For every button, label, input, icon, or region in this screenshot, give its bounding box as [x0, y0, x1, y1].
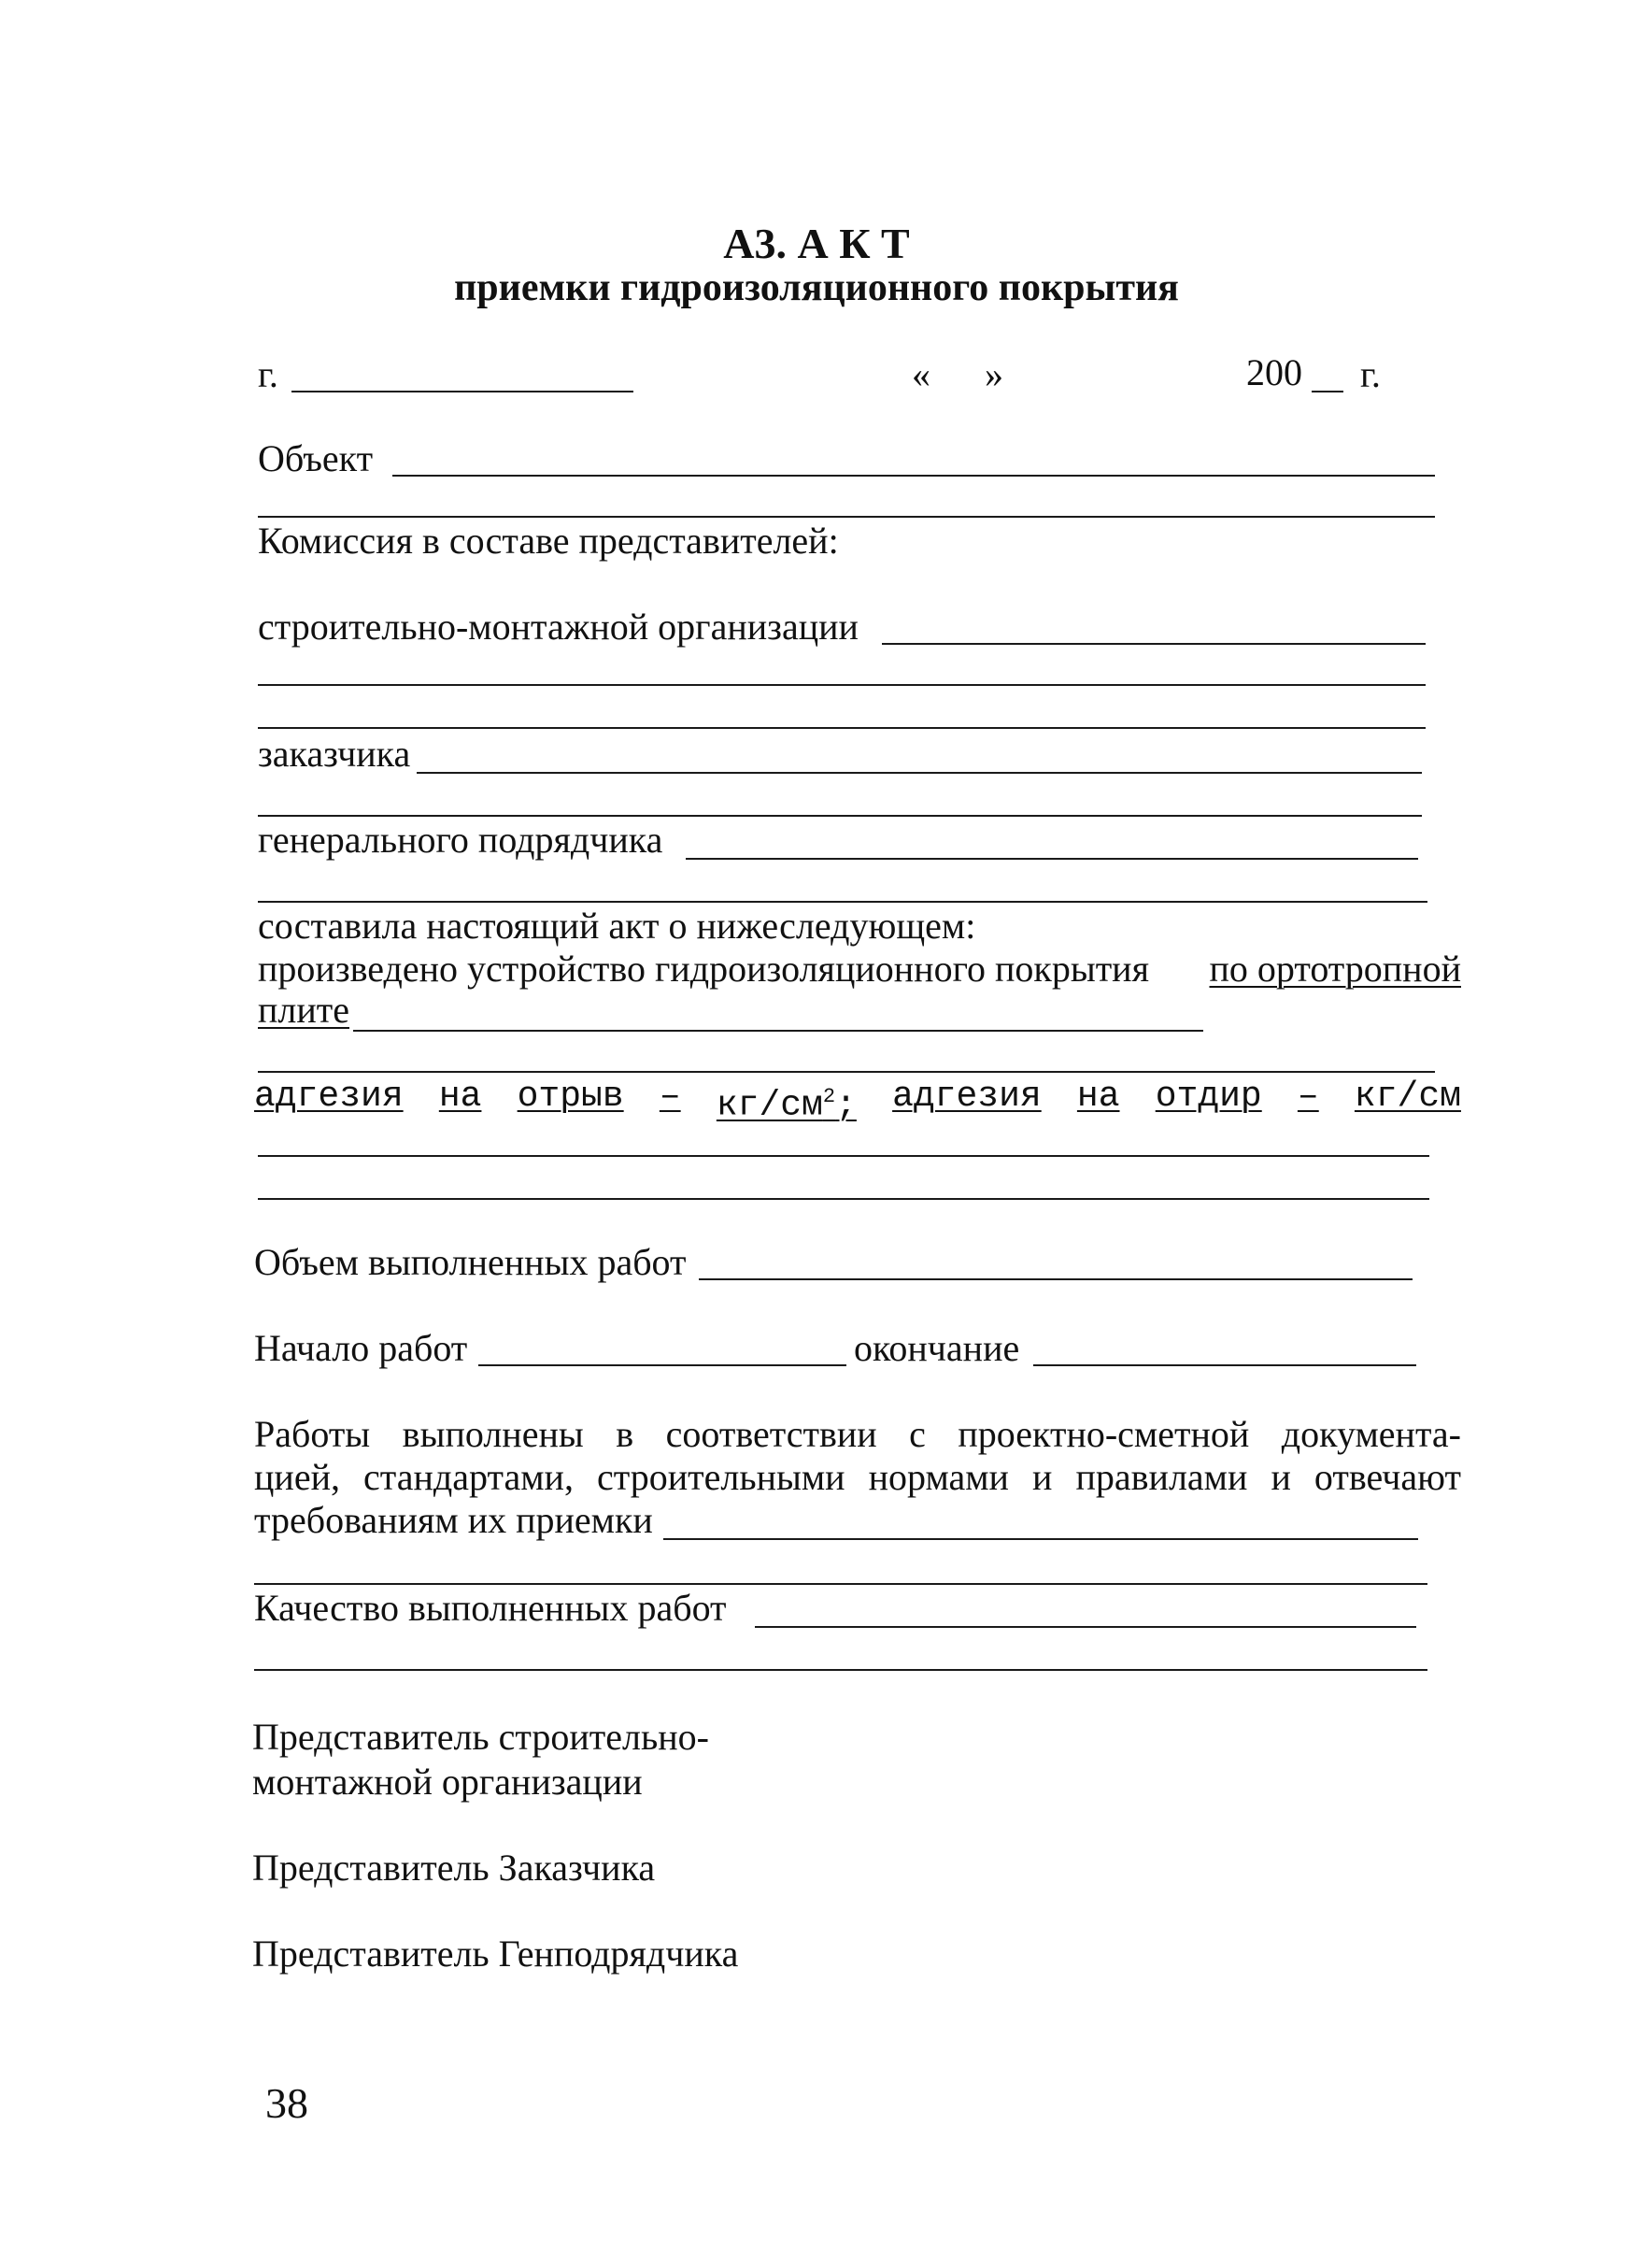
quality-field-line-2[interactable] [254, 1669, 1427, 1671]
rep-construction-line-2: монтажной организации [252, 1761, 643, 1803]
adhesion-word-3: отрыв [517, 1077, 624, 1117]
adhesion-dash-2: – [1297, 1077, 1319, 1117]
date-quote-open: « [912, 353, 930, 395]
adhesion-field-line-1[interactable] [258, 1155, 1429, 1157]
customer-field-line-2[interactable] [258, 815, 1422, 817]
year-prefix: 200 [1246, 351, 1302, 393]
construction-org-field-line-3[interactable] [258, 727, 1426, 729]
page-number: 38 [265, 2079, 308, 2127]
object-label: Объект [258, 437, 374, 479]
construction-org-field-line-2[interactable] [258, 684, 1426, 686]
compliance-line-3: требованиям их приемки [254, 1499, 653, 1541]
adhesion-word-5: на [1076, 1077, 1120, 1117]
act-subtitle: приемки гидроизоляционного покрытия [454, 266, 1179, 309]
adhesion-word-6: отдир [1155, 1077, 1262, 1117]
act-performed-line [258, 948, 1461, 991]
act-performed-underlined: по ортотропной [1209, 948, 1461, 990]
general-contractor-field-line[interactable] [686, 858, 1418, 860]
rep-construction-line-1: Представитель строительно- [252, 1716, 709, 1758]
customer-field-line[interactable] [417, 772, 1422, 774]
object-field-line[interactable] [392, 475, 1435, 477]
end-field-line[interactable] [1033, 1364, 1416, 1366]
adhesion-word-2: на [438, 1077, 482, 1117]
volume-field-line[interactable] [699, 1278, 1413, 1280]
construction-org-label: строительно-монтажной организации [258, 606, 859, 648]
adhesion-dash-1: – [659, 1077, 681, 1117]
object-field-line-2[interactable] [258, 516, 1435, 518]
customer-label: заказчика [258, 733, 411, 775]
adhesion-unit-1: $кг/см^2$; [716, 1085, 857, 1126]
act-performed-text: произведено устройство гидроизоляционного покрытия [258, 948, 1149, 990]
adhesion-word-1: адгезия [254, 1077, 404, 1117]
compliance-line-1: Работы выполнены в соответствии с проектно-сметной документа- [254, 1413, 1461, 1455]
general-contractor-label: генерального подрядчика [258, 819, 663, 861]
commission-intro: Комиссия в составе представителей: [258, 520, 839, 562]
performed-field-line-2[interactable] [258, 1071, 1435, 1073]
compliance-line-2: цией, стандартами, строительными нормами и правилами и отвечают [254, 1456, 1461, 1498]
start-field-line[interactable] [478, 1364, 846, 1366]
act-compiled-text: составила настоящий акт о нижеследующем: [258, 905, 976, 947]
adhesion-unit-2: кг/см [1354, 1077, 1461, 1117]
volume-label: Объем выполненных работ [254, 1241, 687, 1283]
rep-contractor: Представитель Генподрядчика [252, 1933, 739, 1975]
city-field-line[interactable] [291, 391, 633, 392]
quality-field-line[interactable] [755, 1626, 1416, 1628]
city-prefix: г. [258, 353, 278, 395]
date-quote-close: » [985, 353, 1003, 395]
year-field-line[interactable] [1312, 391, 1343, 392]
act-title: А3. А К Т [723, 220, 910, 267]
adhesion-line [254, 1075, 1461, 1129]
quality-label: Качество выполненных работ [254, 1587, 727, 1629]
end-label: окончание [854, 1327, 1020, 1369]
adhesion-word-4: адгезия [892, 1077, 1042, 1117]
construction-org-field-line[interactable] [882, 643, 1426, 645]
general-contractor-field-line-2[interactable] [258, 901, 1427, 903]
compliance-field-line-2[interactable] [254, 1583, 1427, 1585]
compliance-field-line[interactable] [663, 1538, 1418, 1540]
adhesion-field-line-2[interactable] [258, 1198, 1429, 1200]
rep-customer: Представитель Заказчика [252, 1847, 656, 1889]
act-performed-cont: плите [258, 989, 350, 1031]
performed-field-line[interactable] [353, 1030, 1203, 1032]
year-suffix: г. [1360, 353, 1381, 395]
start-label: Начало работ [254, 1327, 468, 1369]
